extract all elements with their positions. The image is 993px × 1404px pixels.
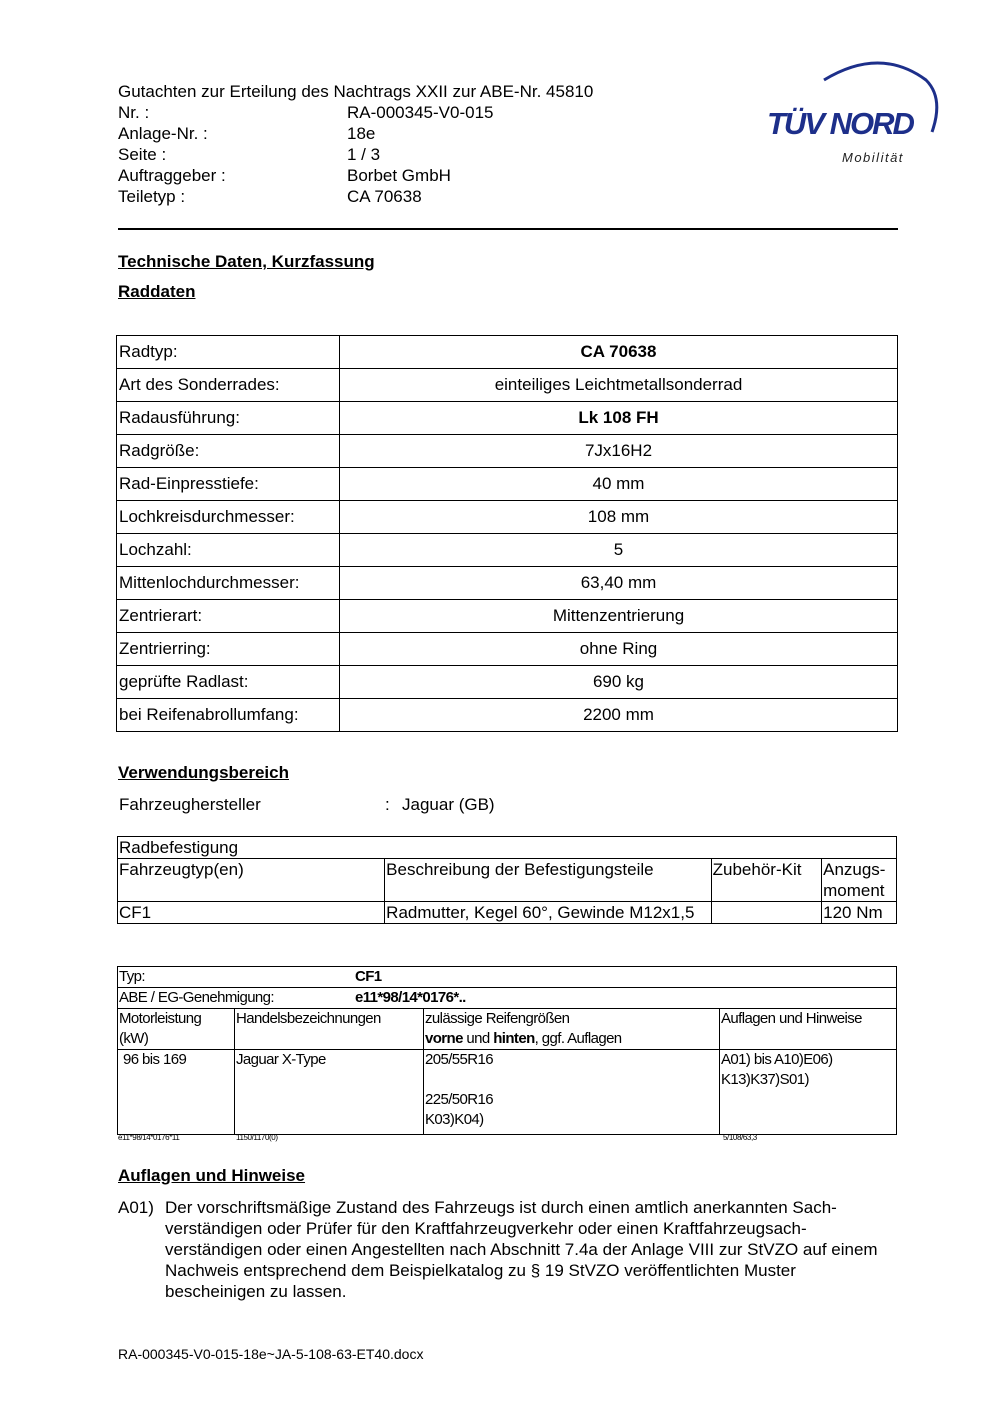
- table-row: [117, 666, 898, 699]
- row-label: bei Reifenabrollumfang:: [117, 699, 340, 732]
- abe-cell: [118, 988, 897, 1009]
- table-row: [117, 435, 898, 468]
- table-row: [117, 402, 898, 435]
- footnote-lk: 5/108/63,3: [723, 1133, 757, 1142]
- row-value: 7Jx16H2: [340, 435, 898, 468]
- typ-row: [118, 967, 897, 988]
- footnote-abe: e11*98/14*0176*11: [118, 1133, 180, 1142]
- table-cell: CF1: [118, 902, 385, 924]
- header-value: Borbet GmbH: [347, 166, 451, 185]
- reifen-line: K03)K04): [425, 1111, 484, 1128]
- row-value: Lk 108 FH: [340, 402, 898, 435]
- row-value: 5: [340, 534, 898, 567]
- header-label: Anlage-Nr. :: [118, 124, 208, 143]
- fahrzeughersteller-value: Jaguar (GB): [402, 795, 495, 814]
- header-value: 1 / 3: [347, 145, 381, 164]
- header-row-nr: [118, 102, 494, 123]
- header-row-auftraggeber: [118, 165, 451, 186]
- document-title: Gutachten zur Erteilung des Nachtrags XXII zur ABE-Nr. 45810: [118, 82, 594, 101]
- radbefestigung-table: [117, 836, 897, 924]
- handel-cell: Jaguar X-Type: [235, 1050, 424, 1135]
- table-header-row: [118, 1009, 897, 1050]
- row-value: Mittenzentrierung: [340, 600, 898, 633]
- table-row: [117, 468, 898, 501]
- row-label: Radausführung:: [117, 402, 340, 435]
- table-row: [117, 567, 898, 600]
- table-row: [118, 1050, 897, 1135]
- tuev-nord-logo: [762, 58, 942, 170]
- auflage-code: A01): [118, 1198, 154, 1217]
- header-value: RA-000345-V0-015: [347, 103, 494, 122]
- row-label: Radtyp:: [117, 336, 340, 369]
- row-label: Lochzahl:: [117, 534, 340, 567]
- row-value: 63,40 mm: [340, 567, 898, 600]
- row-label: Rad-Einpresstiefe:: [117, 468, 340, 501]
- header-row-anlage: [118, 123, 376, 144]
- auflage-text: Der vorschriftsmäßige Zustand des Fahrzeugs ist durch einen amtlich anerkannten Sach-verständigen oder Prüfer für den Kraftfahrzeugverkehr oder einen Kraftfahrzeugsach-verständigen oder einen Angestellten nach Abschnitt 7.4a der Anlage VIII zur StVZO auf einem Nachweis entsprechend dem Beispielkatalog zu § 19 StVZO veröffentlichten Muster bescheinigen zu lassen.: [165, 1198, 878, 1301]
- table-cell: Radmutter, Kegel 60°, Gewinde M12x1,5: [385, 902, 711, 924]
- footnote-radlast: 1150/1170(0): [236, 1133, 278, 1142]
- table-row: [118, 902, 897, 924]
- reifen-line: 205/55R16: [425, 1051, 493, 1068]
- column-header: Anzugs-moment: [822, 859, 897, 902]
- header-row-seite: [118, 144, 381, 165]
- logo-subtitle: Mobilität: [842, 150, 904, 165]
- ggf-label: , ggf. Auflagen: [534, 1030, 622, 1047]
- table-row: [117, 699, 898, 732]
- auflagen-line: A01) bis A10)E06): [721, 1051, 833, 1068]
- abe-value: e11*98/14*0176*..: [355, 989, 466, 1006]
- row-value: CA 70638: [340, 336, 898, 369]
- column-header-reifen: [424, 1009, 720, 1050]
- table-title-row: [118, 837, 897, 859]
- header-value: 18e: [347, 124, 376, 143]
- section-heading-technik: Technische Daten, Kurzfassung: [118, 252, 375, 271]
- row-label: Zentrierart:: [117, 600, 340, 633]
- reifen-line: [425, 1070, 718, 1090]
- table-row: [117, 501, 898, 534]
- abe-row: [118, 988, 897, 1009]
- table-row: [117, 534, 898, 567]
- header-label: Nr. :: [118, 103, 150, 122]
- column-header: zulässige Reifengrößen: [425, 1010, 570, 1027]
- row-value: ohne Ring: [340, 633, 898, 666]
- typ-value: CF1: [355, 968, 382, 985]
- column-header: Fahrzeugtyp(en): [118, 859, 385, 902]
- row-value: 40 mm: [340, 468, 898, 501]
- header-value: CA 70638: [347, 187, 422, 206]
- row-value: einteiliges Leichtmetallsonderrad: [340, 369, 898, 402]
- fahrzeughersteller-label: Fahrzeughersteller: [119, 795, 261, 814]
- column-header: Zubehör-Kit: [711, 859, 821, 902]
- table-title: Radbefestigung: [118, 837, 897, 859]
- header-divider: [118, 228, 898, 230]
- reifen-line: 225/50R16: [425, 1091, 493, 1108]
- column-header: Motorleistung (kW): [118, 1009, 235, 1050]
- row-value: 2200 mm: [340, 699, 898, 732]
- typ-label: Typ:: [119, 968, 145, 985]
- hinten-label: hinten: [493, 1030, 535, 1047]
- table-row: [117, 336, 898, 369]
- section-heading-raddaten: Raddaten: [118, 282, 196, 301]
- column-header: Handelsbezeichnungen: [235, 1009, 424, 1050]
- header-row-teiletyp: [118, 186, 422, 207]
- fahrzeug-table: [117, 966, 897, 1135]
- row-value: 690 kg: [340, 666, 898, 699]
- header-label: Auftraggeber :: [118, 166, 226, 185]
- table-row: [117, 369, 898, 402]
- row-label: Mittenlochdurchmesser:: [117, 567, 340, 600]
- row-label: Radgröße:: [117, 435, 340, 468]
- motor-cell: 96 bis 169: [118, 1050, 235, 1135]
- table-cell: 120 Nm: [822, 902, 897, 924]
- table-row: [117, 633, 898, 666]
- row-label: Zentrierring:: [117, 633, 340, 666]
- fahrzeughersteller-separator: :: [385, 795, 390, 814]
- column-header: Auflagen und Hinweise: [720, 1009, 897, 1050]
- header-label: Seite :: [118, 145, 167, 164]
- table-row: [117, 600, 898, 633]
- row-value: 108 mm: [340, 501, 898, 534]
- logo-wordmark: TÜV NORD: [767, 106, 913, 141]
- section-heading-auflagen: Auflagen und Hinweise: [118, 1166, 306, 1185]
- abe-label: ABE / EG-Genehmigung:: [119, 989, 274, 1006]
- header-label: Teiletyp :: [118, 187, 186, 206]
- row-label: Art des Sonderrades:: [117, 369, 340, 402]
- raddaten-table: [116, 335, 898, 732]
- vorne-label: vorne: [425, 1030, 463, 1047]
- auflagen-line: K13)K37)S01): [721, 1071, 809, 1088]
- table-cell: [711, 902, 821, 924]
- footer-filename: RA-000345-V0-015-18e~JA-5-108-63-ET40.docx: [118, 1346, 424, 1362]
- row-label: Lochkreisdurchmesser:: [117, 501, 340, 534]
- reifen-cell: [424, 1050, 720, 1135]
- column-header: Beschreibung der Befestigungsteile: [385, 859, 711, 902]
- und-label: und: [462, 1030, 494, 1047]
- typ-cell: [118, 967, 897, 988]
- section-heading-verwendung: Verwendungsbereich: [118, 763, 289, 782]
- auflagen-cell: [720, 1050, 897, 1135]
- column-header-sub: [425, 1029, 718, 1049]
- table-header-row: [118, 859, 897, 902]
- row-label: geprüfte Radlast:: [117, 666, 340, 699]
